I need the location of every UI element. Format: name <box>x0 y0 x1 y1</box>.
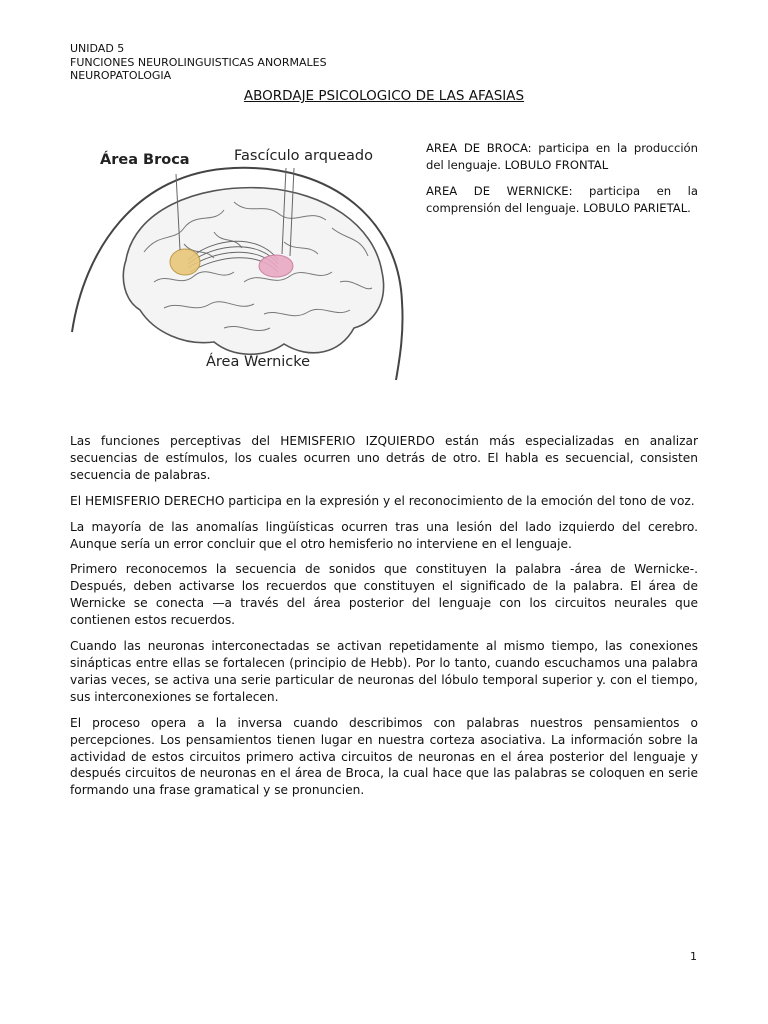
label-fasciculo: Fascículo arqueado <box>234 148 373 164</box>
brain-shape <box>123 188 383 355</box>
paragraph: Primero reconocemos la secuencia de sonidos que constituyen la palabra -área de Wernicke-. Después, deben activarse los recuerdos que constituyen el significado de la palabra. El área de Wernicke se conecta —a través del área posterior del lenguaje con los circuitos neurales que contienen estos recuerdos. <box>70 562 698 628</box>
body-text <box>70 433 698 808</box>
paragraph: El HEMISFERIO DERECHO participa en la expresión y el reconocimiento de la emoción del tono de voz. <box>70 493 695 508</box>
wernicke-area-marker <box>259 255 293 277</box>
page-number: 1 <box>690 950 697 963</box>
paragraph: La mayoría de las anomalías lingüísticas ocurren tras una lesión del lado izquierdo del cerebro. Aunque sería un error concluir que el otro hemisferio no interviene en el lenguaje. <box>70 519 698 551</box>
brain-diagram <box>64 132 412 380</box>
wernicke-note: AREA DE WERNICKE: participa en la comprensión del lenguaje. LOBULO PARIETAL. <box>426 184 698 215</box>
brain-figure <box>64 132 412 380</box>
header-unit: UNIDAD 5 <box>70 42 125 55</box>
header-topic: NEUROPATOLOGIA <box>70 69 172 82</box>
broca-note: AREA DE BROCA: participa en la producción del lenguaje. LOBULO FRONTAL <box>426 141 698 172</box>
broca-area-marker <box>170 249 200 275</box>
page-title: ABORDAJE PSICOLOGICO DE LAS AFASIAS <box>243 88 525 104</box>
label-broca: Área Broca <box>100 152 190 168</box>
paragraph: El proceso opera a la inversa cuando describimos con palabras nuestros pensamientos o percepciones. Los pensamientos tienen lugar en nuestra corteza asociativa. La información sobre la actividad de estos circuitos primero activa circuitos de neuronas en el área posterior del lenguaje y después circuitos de neuronas en el área de Broca, la cual hace que las palabras se coloquen en serie formando una frase gramatical y se pronuncien. <box>70 715 698 798</box>
side-notes <box>426 140 698 226</box>
paragraph: Cuando las neuronas interconectadas se activan repetidamente al mismo tiempo, las conexiones sinápticas entre ellas se fortalecen (principio de Hebb). Por lo tanto, cuando escuchamos una palabra varias veces, se activa una serie particular de neuronas del lóbulo temporal superior y. con el tiempo, sus interconexiones se fortalecen. <box>70 639 698 704</box>
label-wernicke: Área Wernicke <box>206 354 311 370</box>
paragraph: Las funciones perceptivas del HEMISFERIO IZQUIERDO están más especializadas en analizar secuencias de estímulos, los cuales ocurren uno detrás de otro. El habla es secuencial, consisten secuencia de palabras. <box>70 434 698 482</box>
header-subject: FUNCIONES NEUROLINGUISTICAS ANORMALES <box>70 55 327 69</box>
document-header <box>70 42 327 83</box>
